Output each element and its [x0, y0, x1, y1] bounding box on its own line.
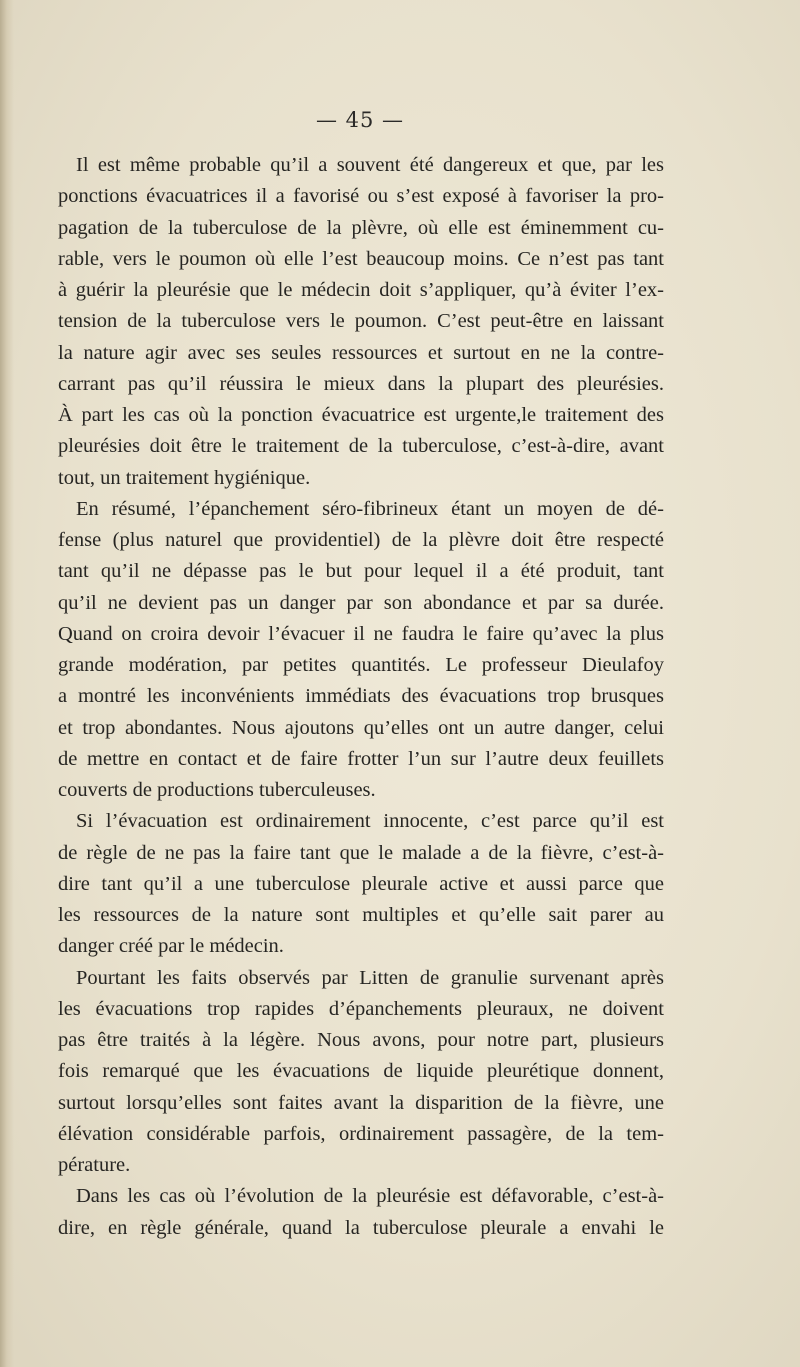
text-line: tension de la tuberculose vers le poumon. C’est peut-être en laissant	[58, 310, 664, 333]
text-line: grande modération, par petites quantités. Le professeur Dieulafoy	[58, 654, 664, 676]
text-line: dire, en règle générale, quand la tuberculose pleurale a envahi le	[58, 1216, 664, 1239]
text-line: les ressources de la nature sont multiples et qu’elle sait parer au	[58, 904, 664, 926]
text-line: Si l’évacuation est ordinairement innocente, c’est parce qu’il est	[76, 810, 664, 833]
text-line: à guérir la pleurésie que le médecin doit s’appliquer, qu’à éviter l’ex-	[58, 279, 664, 301]
text-line: ponctions évacuatrices il a favorisé ou s’est exposé à favoriser la pro-	[58, 185, 664, 208]
text-line: de règle de ne pas la faire tant que le malade a de la fièvre, c’est-à-	[58, 841, 664, 864]
text-line: la nature agir avec ses seules ressources et surtout en ne la contre-	[58, 341, 664, 364]
text-line: tant qu’il ne dépasse pas le but pour lequel il a été produit, tant	[58, 560, 664, 583]
text-line: rable, vers le poumon où elle l’est beaucoup moins. Ce n’est pas tant	[58, 247, 664, 270]
text-line: tout, un traitement hygiénique.	[58, 466, 311, 489]
text-line: de mettre en contact et de faire frotter l’un sur l’autre deux feuillets	[58, 747, 664, 770]
text-line: pagation de la tuberculose de la plèvre, où elle est éminemment cu-	[58, 216, 664, 239]
text-line: Pourtant les faits observés par Litten de granulie survenant après	[76, 966, 664, 989]
text-line: danger créé par le médecin.	[58, 935, 284, 958]
text-line: les évacuations trop rapides d’épanchements pleuraux, ne doivent	[58, 997, 664, 1020]
text-line: a montré les inconvénients immédiats des évacuations trop brusques	[58, 685, 664, 708]
text-line: Dans les cas où l’évolution de la pleurésie est défavorable, c’est-à-	[76, 1185, 664, 1208]
text-line: carrant pas qu’il réussira le mieux dans la plupart des pleurésies.	[58, 372, 664, 395]
text-line: et trop abondantes. Nous ajoutons qu’elles ont un autre danger, celui	[58, 716, 664, 739]
text-line: pleurésies doit être le traitement de la tuberculose, c’est-à-dire, avant	[58, 435, 664, 458]
text-line: À part les cas où la ponction évacuatrice est urgente,le traitement des	[58, 404, 664, 426]
text-line: pas être traités à la légère. Nous avons, pour notre part, plusieurs	[58, 1029, 664, 1051]
page-spine-shadow	[0, 0, 14, 1367]
text-line: dire tant qu’il a une tuberculose pleurale active et aussi parce que	[58, 872, 664, 895]
text-line: surtout lorsqu’elles sont faites avant la disparition de la fièvre, une	[58, 1091, 664, 1114]
page-number: — 45 —	[315, 108, 405, 132]
text-line: pérature.	[58, 1154, 131, 1176]
text-line: élévation considérable parfois, ordinairement passagère, de la tem-	[58, 1122, 664, 1145]
text-line: En résumé, l’épanchement séro-fibrineux étant un moyen de dé-	[76, 497, 664, 520]
text-line: fois remarqué que les évacuations de liquide pleurétique donnent,	[58, 1060, 664, 1083]
text-line: qu’il ne devient pas un danger par son abondance et par sa durée.	[58, 591, 664, 614]
text-line: Il est même probable qu’il a souvent été dangereux et que, par les	[76, 154, 664, 176]
text-line: Quand on croira devoir l’évacuer il ne faudra le faire qu’avec la plus	[58, 622, 664, 645]
body-text	[58, 150, 664, 1244]
text-line: fense (plus naturel que providentiel) de la plèvre doit être respecté	[58, 529, 664, 551]
text-line: couverts de productions tuberculeuses.	[58, 779, 376, 801]
